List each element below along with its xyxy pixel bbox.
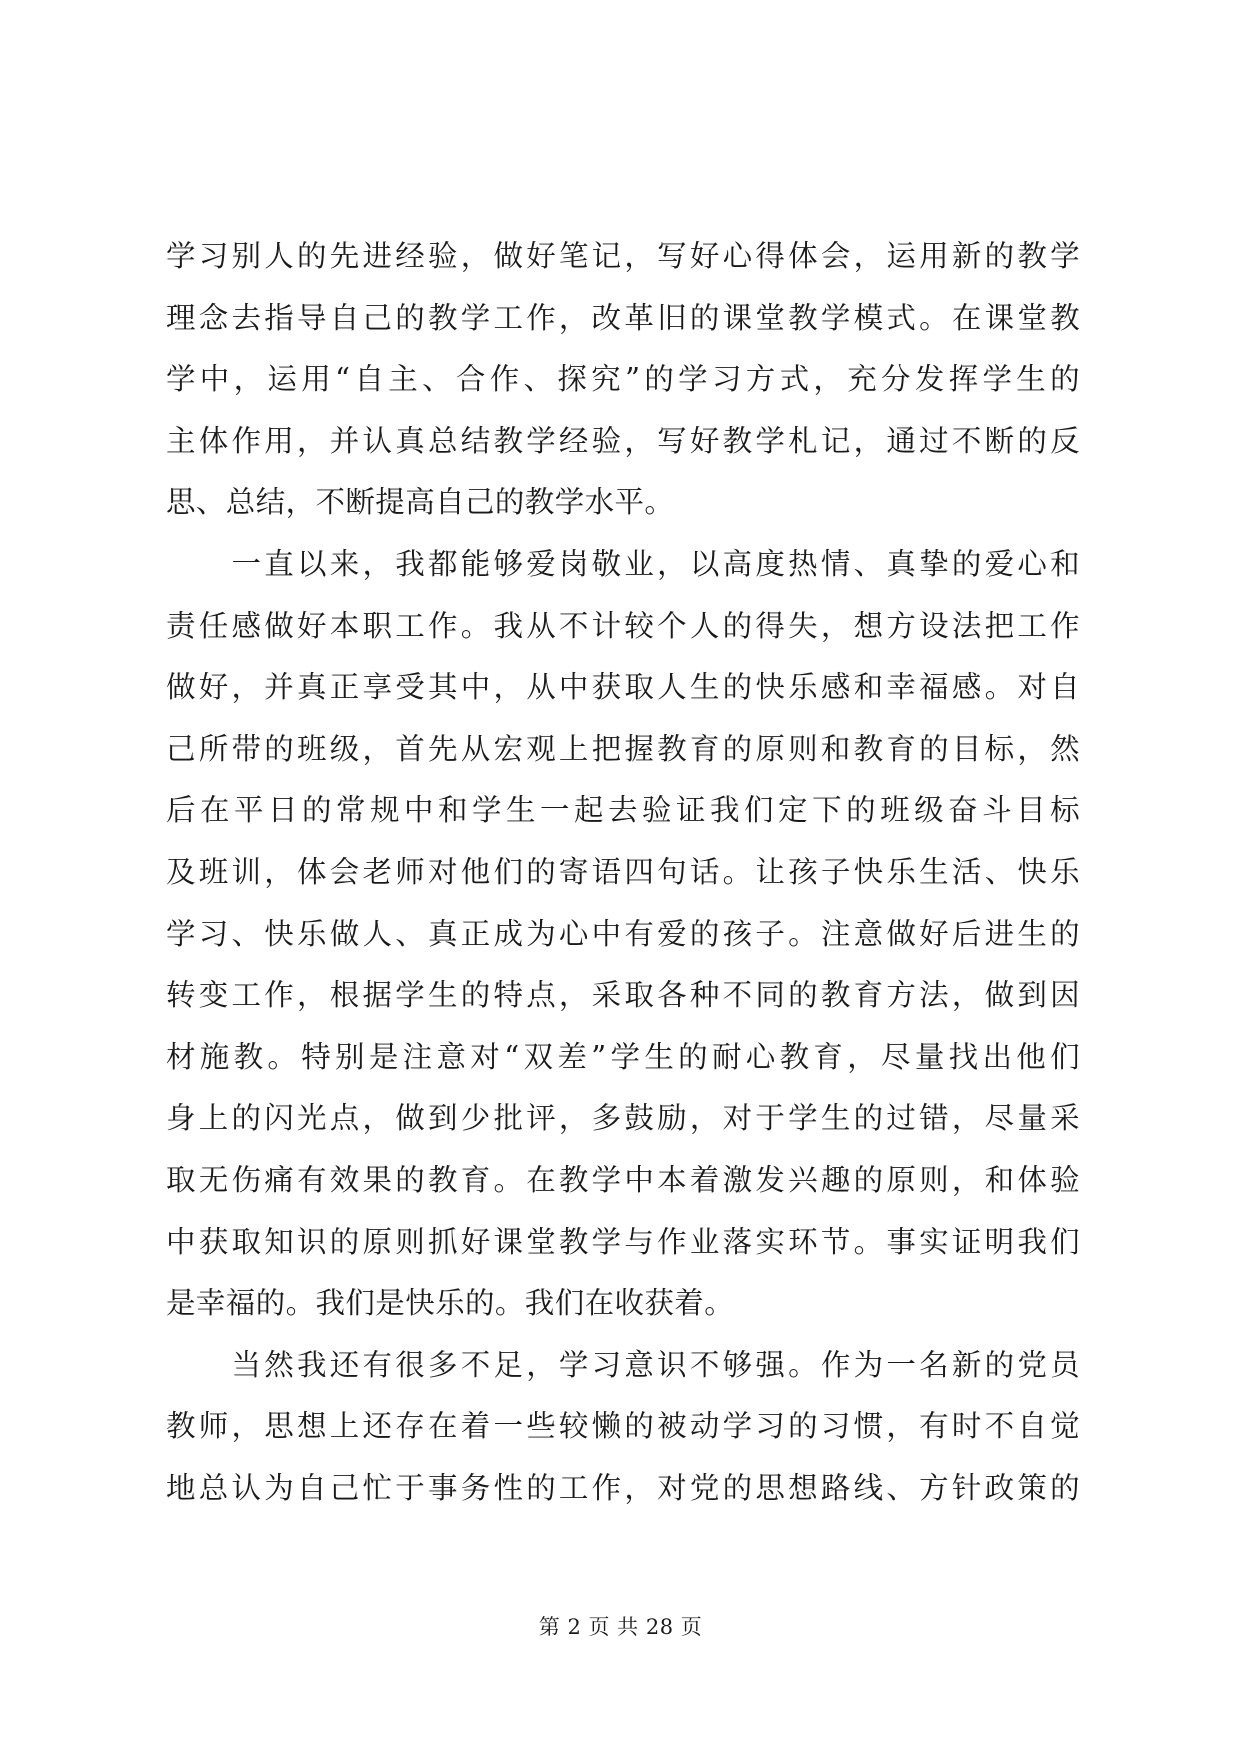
text-line: 理念去指导自己的教学工作，改革旧的课堂教学模式。在课堂教 [166, 300, 1080, 335]
text-line: 取无伤痛有效果的教育。在教学中本着激发兴趣的原则，和体验 [166, 1162, 1080, 1197]
text-line: 学习别人的先进经验，做好笔记，写好心得体会，运用新的教学 [166, 239, 1080, 273]
text-line: 教师，思想上还存在着一些较懒的被动学习的习惯，有时不自觉 [166, 1409, 1080, 1444]
text-line: 当然我还有很多不足，学习意识不够强。作为一名新的党员 [166, 1347, 1080, 1382]
text-line: 做好，并真正享受其中，从中获取人生的快乐感和幸福感。对自 [166, 670, 1080, 705]
text-line: 己所带的班级，首先从宏观上把握教育的原则和教育的目标，然 [166, 731, 1080, 766]
text-line: 地总认为自己忙于事务性的工作，对党的思想路线、方针政策的 [166, 1470, 1080, 1505]
text-line: 责任感做好本职工作。我从不计较个人的得失，想方设法把工作 [166, 608, 1080, 643]
body-text [166, 226, 1080, 1519]
text-line: 思、总结，不断提高自己的教学水平。 [166, 485, 675, 520]
text-line: 后在平日的常规中和学生一起去验证我们定下的班级奋斗目标 [166, 793, 1080, 828]
text-line: 及班训，体会老师对他们的寄语四句话。让孩子快乐生活、快乐 [166, 854, 1080, 889]
text-line: 学习、快乐做人、真正成为心中有爱的孩子。注意做好后进生的 [166, 916, 1080, 951]
text-line: 学中，运用“自主、合作、探究”的学习方式，充分发挥学生的 [166, 362, 1080, 397]
text-line: 中获取知识的原则抓好课堂教学与作业落实环节。事实证明我们 [166, 1224, 1080, 1259]
text-line: 一直以来，我都能够爱岗敬业，以高度热情、真挚的爱心和 [166, 546, 1080, 581]
page-footer: 第 2 页 共 28 页 [538, 1615, 703, 1639]
text-line: 主体作用，并认真总结教学经验，写好教学札记，通过不断的反 [166, 423, 1080, 458]
text-line: 转变工作，根据学生的特点，采取各种不同的教育方法，做到因 [166, 978, 1080, 1013]
text-line: 是幸福的。我们是快乐的。我们在收获着。 [166, 1286, 735, 1321]
text-line: 材施教。特别是注意对“双差”学生的耐心教育，尽量找出他们 [166, 1039, 1080, 1074]
text-line: 身上的闪光点，做到少批评，多鼓励，对于学生的过错，尽量采 [166, 1101, 1080, 1136]
